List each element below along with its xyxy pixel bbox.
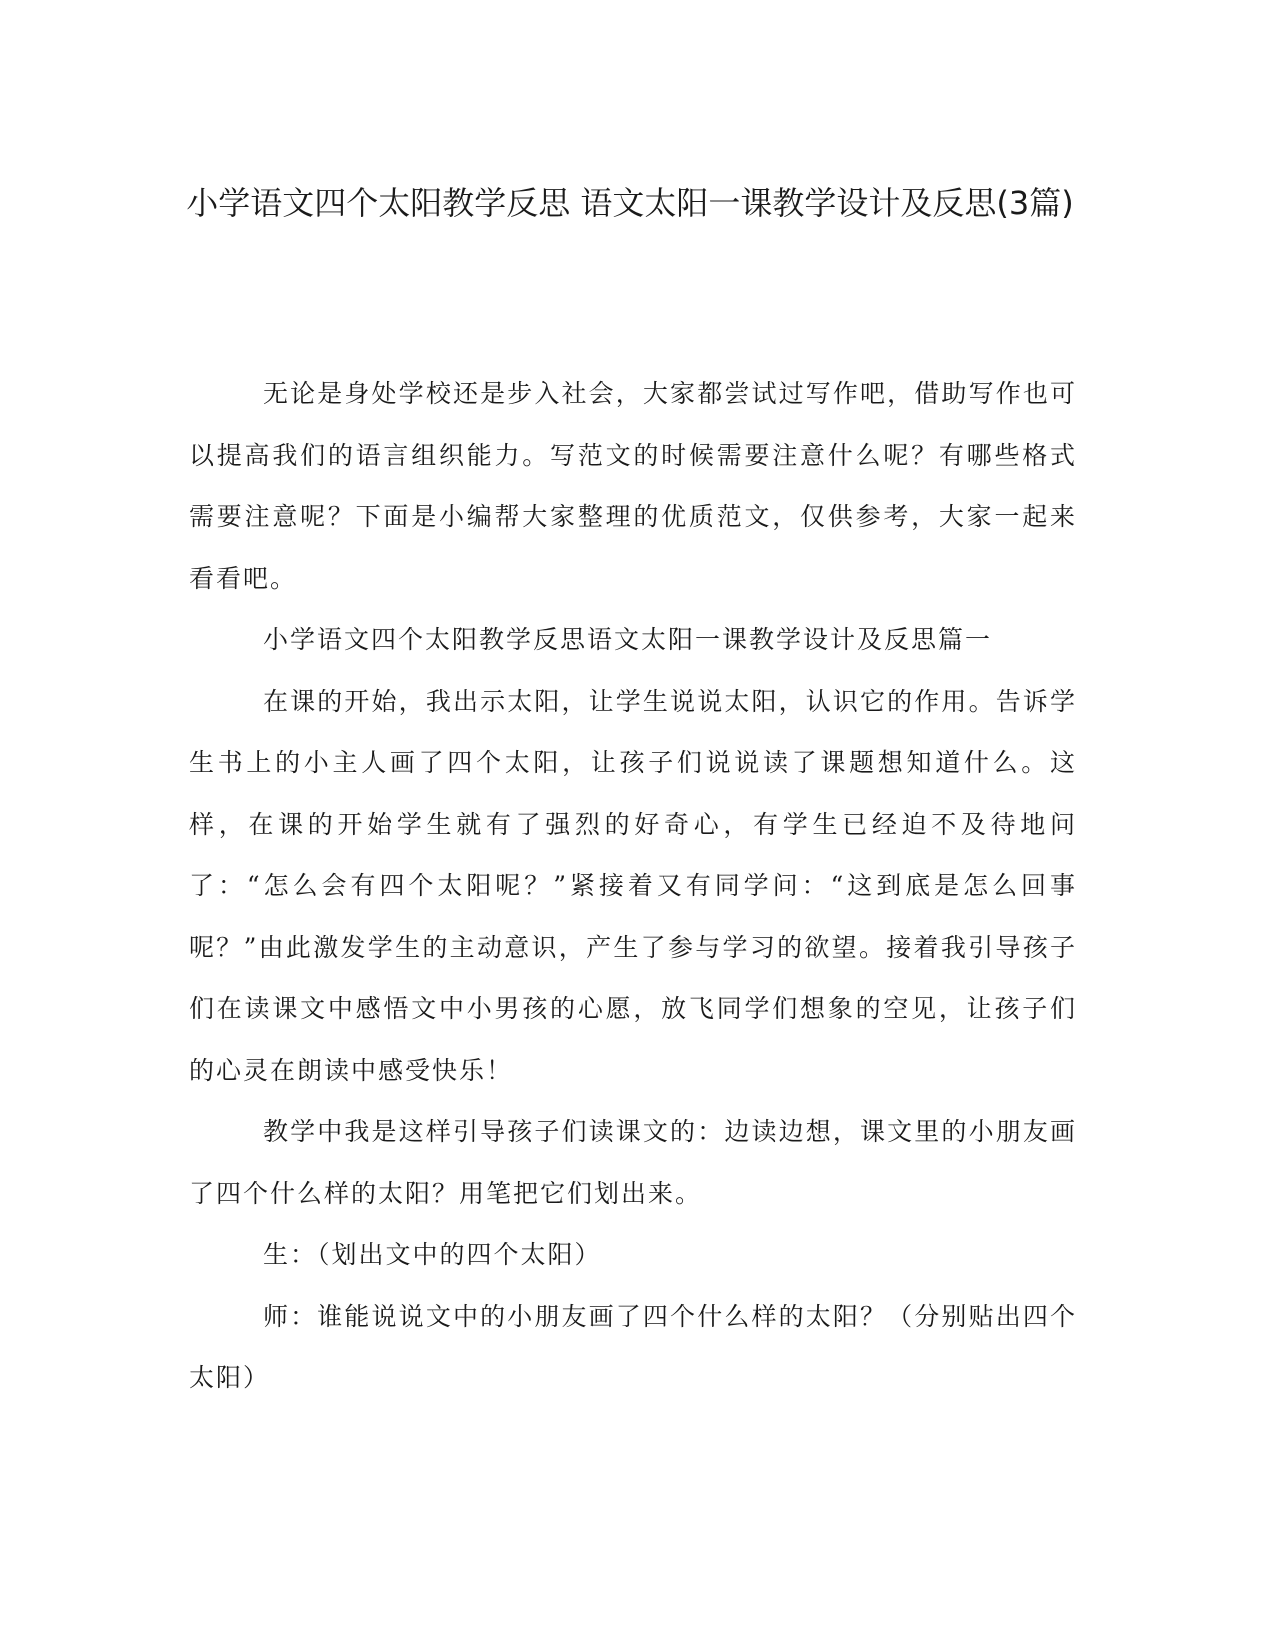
body-paragraph: 在课的开始，我出示太阳，让学生说说太阳，认识它的作用。告诉学生书上的小主人画了四个太阳，让孩子们说说读了课题想知道什么。这样，在课的开始学生就有了强烈的好奇心，有学生已经迫不及待地问了：“怎么会有四个太阳呢？”紧接着又有同学问：“这到底是怎么回事呢？”由此激发学生的主动意识，产生了参与学习的欲望。接着我引导孩子们在读课文中感悟文中小男孩的心愿，放飞同学们想象的空见，让孩子们的心灵在朗读中感受快乐！ <box>189 686 1077 1085</box>
document-title: 小学语文四个太阳教学反思 语文太阳一课教学设计及反思(3篇) <box>186 184 1074 222</box>
intro-paragraph: 无论是身处学校还是步入社会，大家都尝试过写作吧，借助写作也可以提高我们的语言组织能力。写范文的时候需要注意什么呢？有哪些格式需要注意呢？下面是小编帮大家整理的优质范文，仅供参考，大家一起来看看吧。 <box>189 379 1077 593</box>
student-line: 生：（划出文中的四个太阳） <box>263 1240 602 1269</box>
body-paragraph: 教学中我是这样引导孩子们读课文的：边读边想，课文里的小朋友画了四个什么样的太阳？用笔把它们划出来。 <box>189 1117 1077 1208</box>
section-heading: 小学语文四个太阳教学反思语文太阳一课教学设计及反思篇一 <box>263 625 993 654</box>
teacher-line: 师：谁能说说文中的小朋友画了四个什么样的太阳？（分别贴出四个太阳） <box>189 1301 1077 1392</box>
document-body <box>189 363 1077 1409</box>
